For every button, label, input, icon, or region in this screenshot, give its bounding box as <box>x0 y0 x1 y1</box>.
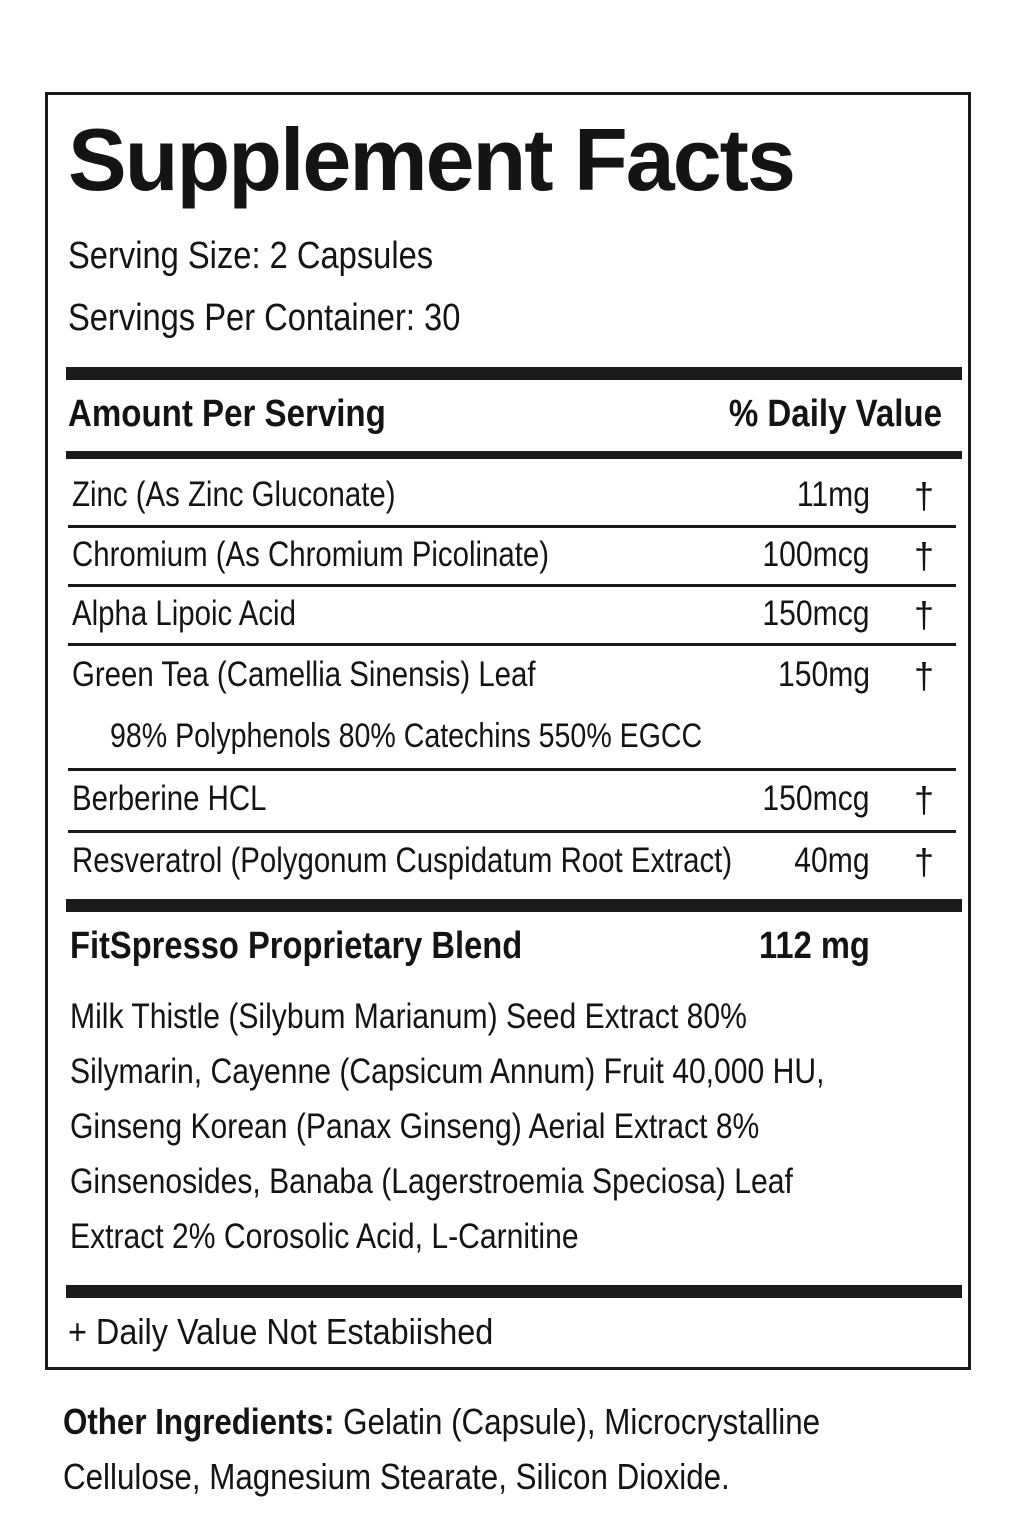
row-divider <box>68 584 956 587</box>
ingredient-amount: 150mcg <box>762 594 870 633</box>
divider-thick <box>66 367 962 380</box>
panel-title: Supplement Facts <box>68 110 794 209</box>
ingredient-amount: 11mg <box>796 475 870 514</box>
blend-line: Extract 2% Corosolic Acid, L-Carnitine <box>70 1217 579 1256</box>
blend-line: Ginseng Korean (Panax Ginseng) Aerial Extract 8% <box>70 1107 760 1146</box>
ingredient-name: Chromium (As Chromium Picolinate) <box>72 535 550 574</box>
amount-per-serving-header: Amount Per Serving <box>68 393 386 435</box>
dagger-symbol: † <box>913 841 934 882</box>
servings-per-container: Servings Per Container: 30 <box>68 297 461 339</box>
blend-amount: 112 mg <box>759 925 870 967</box>
dagger-symbol: † <box>913 475 934 516</box>
ingredient-name: Resveratrol (Polygonum Cuspidatum Root Extract) <box>72 841 733 880</box>
row-divider <box>68 768 956 771</box>
blend-name: FitSpresso Proprietary Blend <box>70 925 523 967</box>
daily-value-footnote: + Daily Value Not Estabiished <box>68 1311 494 1352</box>
daily-value-header: % Daily Value <box>728 393 942 435</box>
other-ingredients-line: Cellulose, Magnesium Stearate, Silicon Dioxide. <box>63 1456 730 1497</box>
other-ingredients-line: Gelatin (Capsule), Microcrystalline <box>334 1401 821 1442</box>
row-divider <box>68 830 956 833</box>
ingredient-name: Zinc (As Zinc Gluconate) <box>72 475 396 514</box>
blend-line: Milk Thistle (Silybum Marianum) Seed Extract 80% <box>70 997 747 1036</box>
row-divider <box>68 643 956 646</box>
divider-thick <box>66 1285 962 1298</box>
serving-size: Serving Size: 2 Capsules <box>68 235 434 277</box>
supplement-facts-panel <box>45 92 971 1370</box>
ingredient-subtext: 98% Polyphenols 80% Catechins 550% EGCC <box>110 717 703 755</box>
dagger-symbol: † <box>913 779 934 820</box>
other-ingredients <box>63 1394 942 1504</box>
ingredient-amount: 100mcg <box>762 535 870 574</box>
divider-medium <box>66 451 962 459</box>
ingredient-name: Alpha Lipoic Acid <box>72 594 296 633</box>
other-ingredients-label: Other Ingredients: <box>63 1401 335 1442</box>
ingredient-name: Berberine HCL <box>72 779 267 818</box>
ingredient-amount: 150mg <box>777 655 870 694</box>
dagger-symbol: † <box>913 655 934 696</box>
dagger-symbol: † <box>913 594 934 635</box>
dagger-symbol: † <box>913 535 934 576</box>
row-divider <box>68 525 956 528</box>
blend-line: Ginsenosides, Banaba (Lagerstroemia Speciosa) Leaf <box>70 1162 793 1201</box>
ingredient-amount: 40mg <box>794 841 870 880</box>
ingredient-name: Green Tea (Camellia Sinensis) Leaf <box>72 655 536 694</box>
divider-thick <box>66 899 962 912</box>
blend-line: Silymarin, Cayenne (Capsicum Annum) Fruit 40,000 HU, <box>70 1052 825 1091</box>
ingredient-amount: 150mcg <box>762 779 870 818</box>
blend-ingredients <box>70 989 930 1264</box>
